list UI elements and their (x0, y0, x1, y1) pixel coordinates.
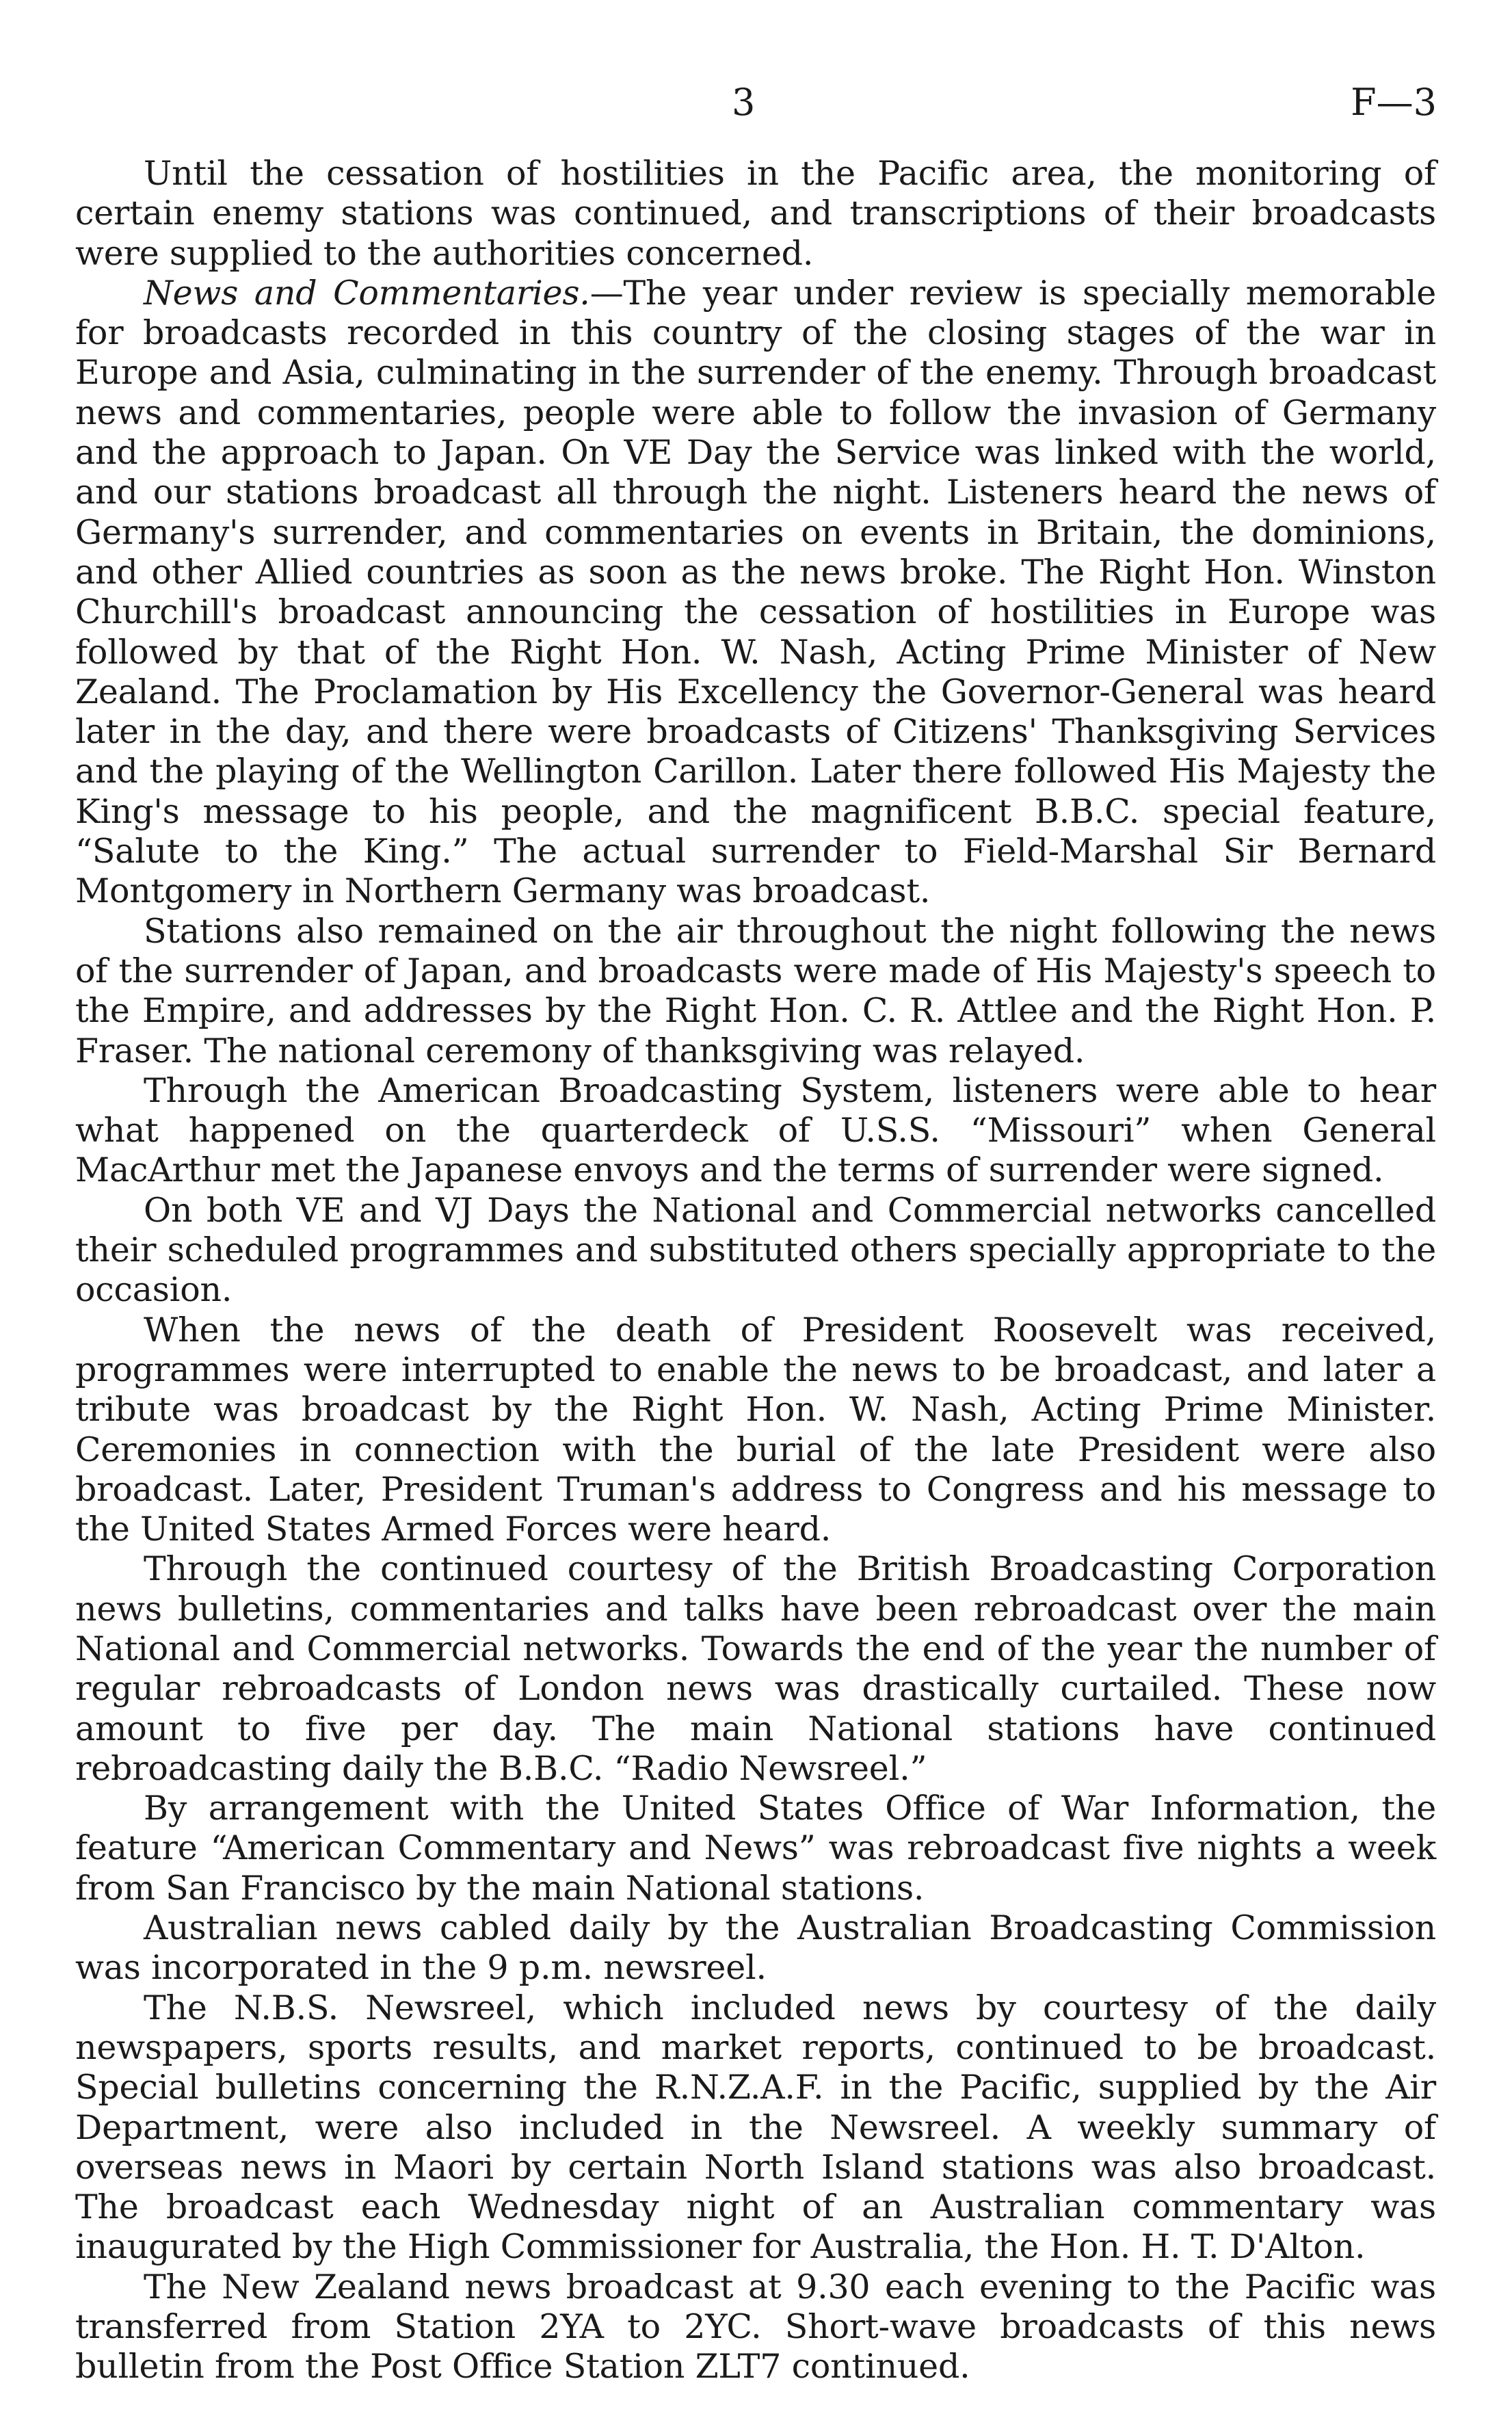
run-in-heading: News and Commentaries. (144, 273, 590, 313)
paragraph-owi-feature (75, 1789, 1436, 1908)
paragraph-pacific-broadcast (75, 2268, 1436, 2387)
body-text (75, 154, 1436, 2387)
paragraph-ve-vj-days (75, 1191, 1436, 1311)
paragraph-text: The N.B.S. Newsreel, which included news by courtesy of the daily newspapers, sports results, and market reports, continued to be broadcast. Special bulletins concerning the R.N.Z.A.F. in the Pacific, supplied by the Air Department, were also included in the Newsreel. A weekly summary of overseas news in Maori by certain North Island stations was also broadcast. The broadcast each Wednesday night of an Australian commentary was inaugurated by the High Commissioner for Australia, the Hon. H. T. D'Alton. (75, 1988, 1436, 2267)
paragraph-roosevelt (75, 1311, 1436, 1550)
paragraph-bbc-rebroadcasts (75, 1549, 1436, 1789)
paragraph-australian-news (75, 1908, 1436, 1988)
paragraph-monitoring (75, 154, 1436, 274)
paragraph-american-broadcasting (75, 1071, 1436, 1191)
section-code: F—3 (1351, 81, 1437, 124)
paragraph-text: By arrangement with the United States Office of War Information, the feature “American Commentary and News” was rebroadcast five nights a week from San Francisco by the main National stations. (75, 1789, 1436, 1908)
paragraph-text: Stations also remained on the air throughout the night following the news of the surrender of Japan, and broadcasts were made of His Majesty's speech to the Empire, and addresses by the Right Hon. C. R. Attlee and the Right Hon. P. Fraser. The national ceremony of thanksgiving was relayed. (75, 911, 1436, 1070)
paragraph-news-and-commentaries (75, 274, 1436, 912)
paragraph-text: Australian news cabled daily by the Australian Broadcasting Commission was incorporated in the 9 p.m. newsreel. (75, 1908, 1436, 1988)
paragraph-text: On both VE and VJ Days the National and Commercial networks cancelled their scheduled programmes and substituted others specially appropriate to the occasion. (75, 1190, 1436, 1310)
page-header (0, 79, 1512, 127)
paragraph-japan-surrender (75, 912, 1436, 1071)
paragraph-text: Through the continued courtesy of the British Broadcasting Corporation news bulletins, commentaries and talks have been rebroadcast over the main National and Commercial networks. Towards the end of the year the number of regular rebroadcasts of London news was drastically curtailed. These now amount to five per day. The main National stations have continued rebroadcasting daily the B.B.C. “Radio Newsreel.” (75, 1549, 1436, 1788)
paragraph-text: —The year under review is specially memorable for broadcasts recorded in this country of the closing stages of the war in Europe and Asia, culminating in the surrender of the enemy. Through broadcast news and commentaries, people were able to follow the invasion of Germany and the approach to Japan. On VE Day the Service was linked with the world, and our stations broadcast all through the night. Listeners heard the news of Germany's surrender, and commentaries on events in Britain, the dominions, and other Allied countries as soon as the news broke. The Right Hon. Winston Churchill's broadcast announcing the cessation of hostilities in Europe was followed by that of the Right Hon. W. Nash, Acting Prime Minister of New Zealand. The Proclamation by His Excellency the Governor-General was heard later in the day, and there were broadcasts of Citizens' Thanksgiving Services and the playing of the Wellington Carillon. Later there followed His Majesty the King's message to his people, and the magnificent B.B.C. special feature, “Salute to the King.” The actual surrender to Field-Marshal Sir Bernard Montgomery in Northern Germany was broadcast. (75, 273, 1436, 911)
paragraph-text: When the news of the death of President Roosevelt was received, programmes were interrupted to enable the news to be broadcast, and later a tribute was broadcast by the Right Hon. W. Nash, Acting Prime Minister. Ceremonies in connection with the burial of the late President were also broadcast. Later, President Truman's address to Congress and his message to the United States Armed Forces were heard. (75, 1310, 1436, 1549)
page-number: 3 (732, 81, 756, 124)
paragraph-text: Through the American Broadcasting System, listeners were able to hear what happened on the quarterdeck of U.S.S. “Missouri” when General MacArthur met the Japanese envoys and the terms of surrender were signed. (75, 1070, 1436, 1190)
paragraph-nbs-newsreel (75, 1988, 1436, 2268)
paragraph-text: The New Zealand news broadcast at 9.30 each evening to the Pacific was transferred from Station 2YA to 2YC. Short-wave broadcasts of this news bulletin from the Post Office Station ZLT7 continued. (75, 2267, 1436, 2387)
paragraph-text: Until the cessation of hostilities in the Pacific area, the monitoring of certain enemy stations was continued, and transcriptions of their broadcasts were supplied to the authorities concerned. (75, 154, 1436, 273)
